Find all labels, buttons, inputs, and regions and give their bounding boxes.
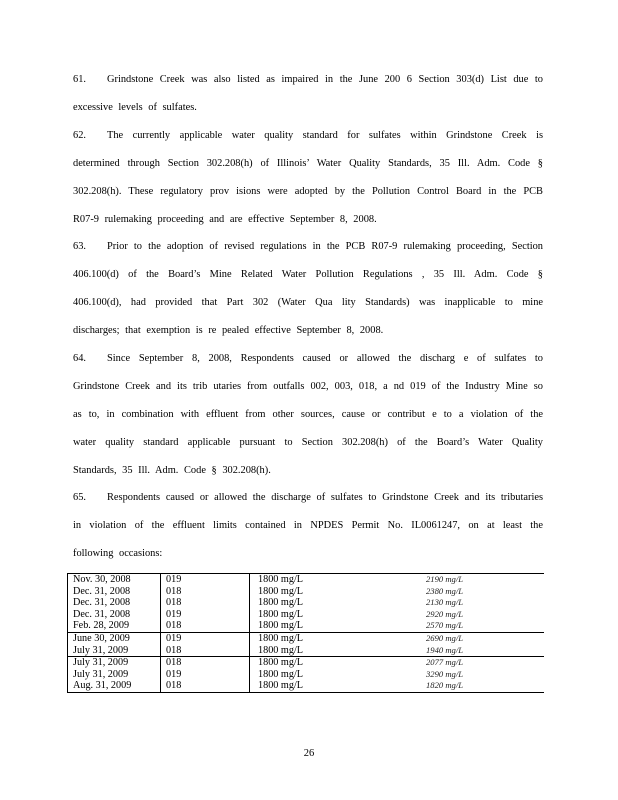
limit-cell: 1800 mg/L bbox=[250, 632, 422, 644]
actual-cell: 2190 mg/L bbox=[421, 574, 544, 586]
paragraph-64 bbox=[73, 345, 543, 485]
paragraph-text: Prior to the adoption of revised regulations in the PCB R07-9 rulemaking proceeding, Section 406.100(d) of the Board’s Mine Related Water Pollution Regulations , 35 Ill. Adm. Code § 406.100(d), had provided that Part 302 (Water Qua lity Standards) was inapplicable to mine discharges; that exemption is re pealed effective September 8, 2008. bbox=[73, 241, 543, 336]
paragraph-text: Grindstone Creek was also listed as impaired in the June 200 6 Section 303(d) List due to excessive levels of sulfates. bbox=[73, 74, 543, 113]
actual-cell: 2380 mg/L bbox=[426, 585, 464, 596]
table-row bbox=[68, 574, 545, 586]
date-cell: Dec. 31, 2008 bbox=[68, 609, 161, 621]
outfall-cell: 018 bbox=[161, 645, 250, 657]
date-cell: July 31, 2009 bbox=[68, 645, 161, 657]
outfall-cell: 018 bbox=[161, 680, 250, 692]
outfall-cell: 018 bbox=[161, 620, 250, 632]
paragraph-number: 64. bbox=[73, 353, 86, 364]
outfall-cell: 019 bbox=[161, 632, 250, 644]
date-cell: Aug. 31, 2009 bbox=[68, 680, 161, 692]
paragraph-61 bbox=[73, 66, 543, 122]
paragraph-text: The currently applicable water quality standard for sulfates within Grindstone Creek is determined through Section 302.208(h) of Illinois’ Water Quality Standards, 35 Ill. Adm. Code § 302.208(h). These regulatory prov isions were adopted by the Pollution Control Board in the PCB R07-9 rulemaking proceeding and are effective September 8, 2008. bbox=[73, 130, 543, 225]
paragraph-text: Since September 8, 2008, Respondents caused or allowed the discharg e of sulfates to Grindstone Creek and its trib utaries from outfalls 002, 003, 018, a nd 019 of the Industry Mine so as to, in combination with effluent from other sources, cause or contribut e to a violation of the water quality standard applicable pursuant to Section 302.208(h) of the Board’s Water Quality Standards, 35 Ill. Adm. Code § 302.208(h). bbox=[73, 353, 543, 476]
paragraph-text: Respondents caused or allowed the discharge of sulfates to Grindstone Creek and its tributaries in violation of the effluent limits contained in NPDES Permit No. IL0061247, on at least the following occasions: bbox=[73, 492, 543, 559]
paragraph-62 bbox=[73, 122, 543, 234]
outfall-cell: 019 bbox=[161, 669, 250, 681]
table-row bbox=[68, 597, 545, 609]
paragraph-63 bbox=[73, 233, 543, 345]
paragraph-number: 65. bbox=[73, 492, 86, 503]
table-row bbox=[68, 586, 545, 598]
violations-table bbox=[67, 573, 544, 693]
limit-cell: 1800 mg/L bbox=[258, 608, 303, 620]
table-row bbox=[68, 645, 545, 657]
actual-cell: 2690 mg/L bbox=[421, 632, 544, 644]
date-cell: Dec. 31, 2008 bbox=[68, 597, 161, 609]
paragraph-number: 63. bbox=[73, 241, 86, 252]
outfall-cell: 018 bbox=[161, 597, 250, 609]
paragraph-number: 61. bbox=[73, 74, 86, 85]
date-cell: Feb. 28, 2009 bbox=[68, 620, 161, 632]
table-row bbox=[68, 620, 545, 632]
table-row bbox=[68, 669, 545, 681]
limit-cell: 1800 mg/L bbox=[258, 668, 303, 680]
date-cell: June 30, 2009 bbox=[68, 632, 161, 644]
actual-cell: 1940 mg/L bbox=[426, 644, 464, 655]
actual-cell: 2077 mg/L bbox=[421, 657, 544, 669]
table-row bbox=[68, 609, 545, 621]
date-cell: July 31, 2009 bbox=[68, 657, 161, 669]
actual-cell: 3290 mg/L bbox=[426, 668, 464, 679]
date-cell: Dec. 31, 2008 bbox=[68, 586, 161, 598]
actual-cell: 2920 mg/L bbox=[426, 608, 464, 619]
date-cell: Nov. 30, 2008 bbox=[68, 574, 161, 586]
paragraph-number: 62. bbox=[73, 130, 86, 141]
outfall-cell: 018 bbox=[161, 657, 250, 669]
outfall-cell: 018 bbox=[161, 586, 250, 598]
outfall-cell: 019 bbox=[161, 574, 250, 586]
limit-cell: 1800 mg/L bbox=[258, 680, 303, 692]
actual-cell: 2570 mg/L bbox=[426, 620, 464, 631]
limit-cell: 1800 mg/L bbox=[258, 585, 303, 597]
limit-cell: 1800 mg/L bbox=[258, 620, 303, 632]
actual-cell: 1820 mg/L bbox=[426, 680, 464, 691]
table-row bbox=[68, 680, 545, 692]
paragraph-65 bbox=[73, 484, 543, 568]
page-number: 26 bbox=[303, 748, 315, 759]
date-cell: July 31, 2009 bbox=[68, 669, 161, 681]
limit-cell: 1800 mg/L bbox=[258, 597, 303, 609]
actual-cell: 2130 mg/L bbox=[426, 597, 464, 608]
outfall-cell: 019 bbox=[161, 609, 250, 621]
limit-cell: 1800 mg/L bbox=[258, 644, 303, 656]
limit-cell: 1800 mg/L bbox=[250, 657, 422, 669]
table-row bbox=[68, 657, 545, 669]
table-row bbox=[68, 632, 545, 644]
limit-cell: 1800 mg/L bbox=[250, 574, 422, 586]
